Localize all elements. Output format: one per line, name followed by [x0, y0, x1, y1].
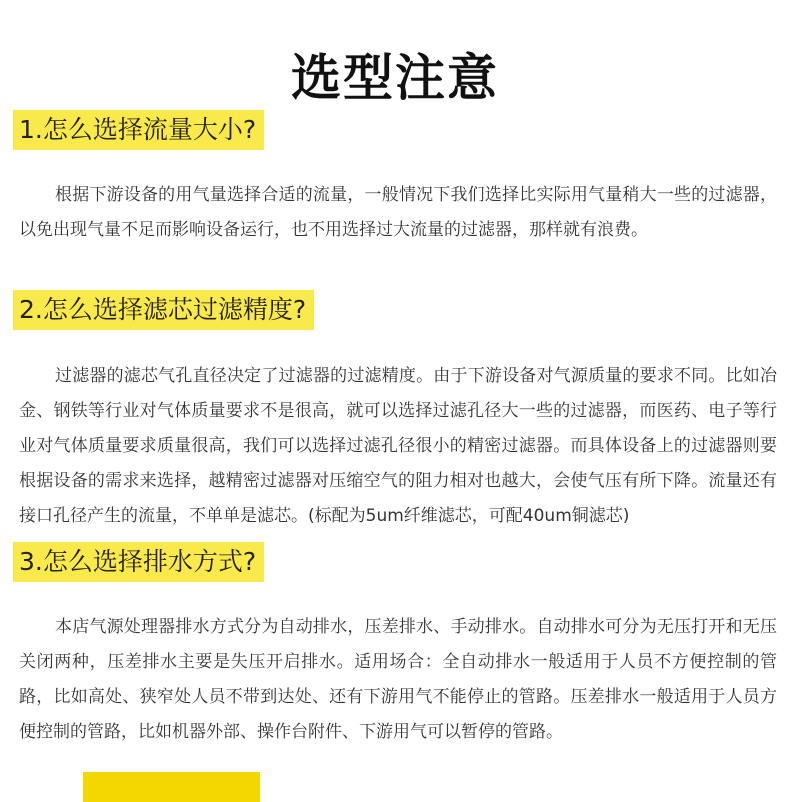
section-heading-filter-precision: 2.怎么选择滤芯过滤精度?: [13, 290, 314, 330]
section-body-filter-precision: 过滤器的滤芯气孔直径决定了过滤器的过滤精度。由于下游设备对气源质量的要求不同。比如冶金、钢铁等行业对气体质量要求不是很高，就可以选择过滤孔径大一些的过滤器，而医药、电子等行业对气体质量要求质量很高，我们可以选择过滤孔径很小的精密过滤器。而具体设备上的过滤器则要根据设备的需求来选择，越精密过滤器对压缩空气的阻力相对也越大，会使气压有所下降。流量还有接口孔径产生的流量，不单单是滤芯。(标配为5um纤维滤芯，可配40um铜滤芯): [19, 366, 777, 526]
section-body-flow: 根据下游设备的用气量选择合适的流量，一般情况下我们选择比实际用气量稍大一些的过滤器，以免出现气量不足而影响设备运行，也不用选择过大流量的过滤器，那样就有浪费。: [19, 185, 777, 240]
section-body-drain: 本店气源处理器排水方式分为自动排水，压差排水、手动排水。自动排水可分为无压打开和无压关闭两种，压差排水主要是失压开启排水。适用场合：全自动排水一般适用于人员不方便控制的管路，比如高处、狭窄处人员不带到达处、还有下游用气不能停止的管路。压差排水一般适用于人员方便控制的管路，比如机器外部、操作台附件、下游用气可以暂停的管路。: [19, 617, 777, 742]
section-heading-flow: 1.怎么选择流量大小?: [13, 110, 264, 150]
section-heading-drain: 3.怎么选择排水方式?: [13, 542, 264, 582]
page-title: 选型注意: [291, 49, 499, 107]
